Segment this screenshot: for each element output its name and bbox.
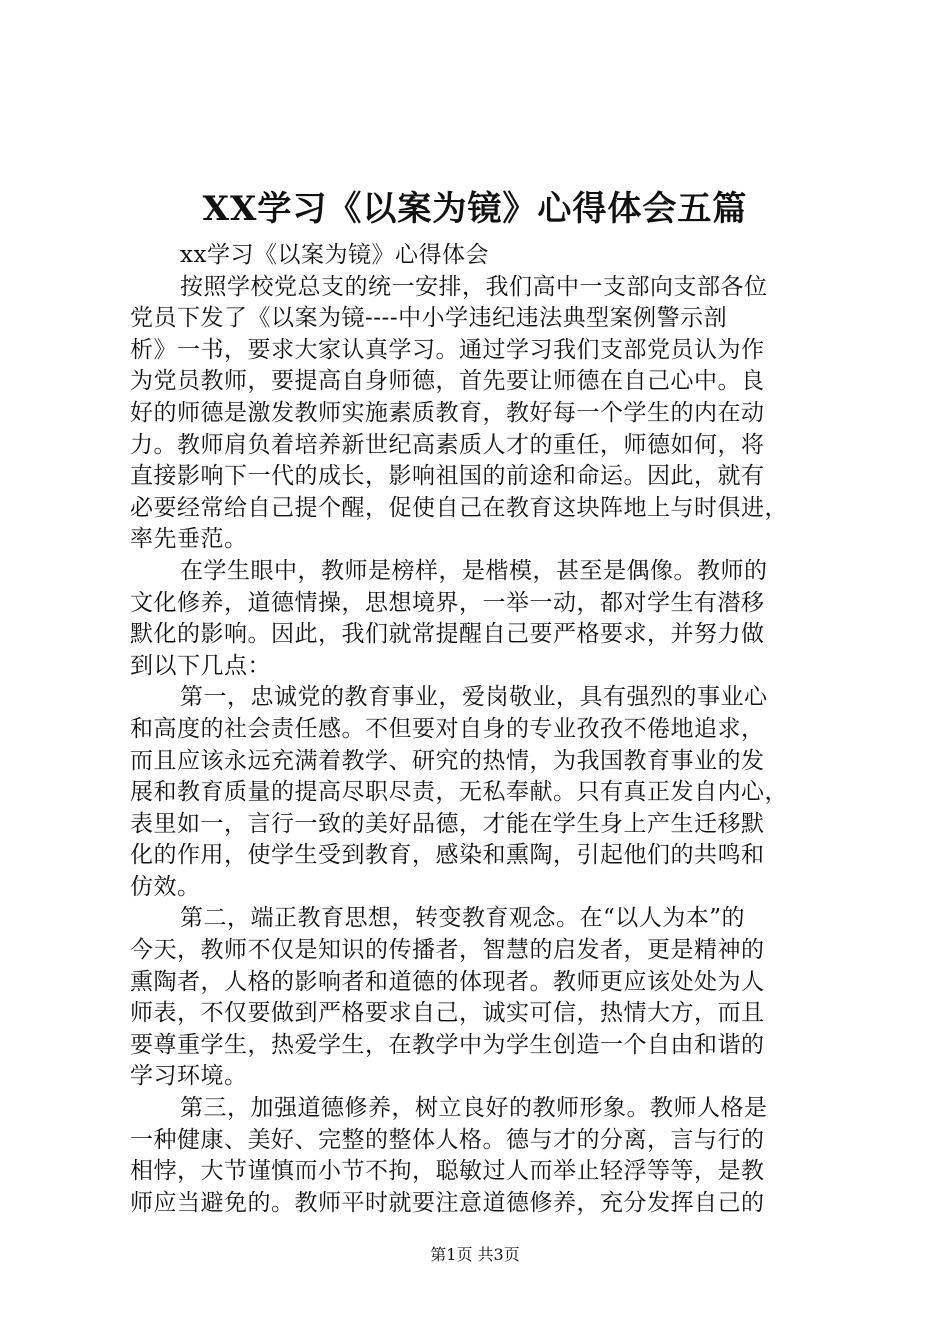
paragraph-line: 师应当避免的。教师平时就要注意道德修养，充分发挥自己的: [130, 1189, 765, 1216]
paragraph-line: 为党员教师，要提高自身师德，首先要让师德在自己心中。良: [130, 368, 765, 395]
paragraph-line: 一种健康、美好、完整的整体人格。德与才的分离，言与行的: [130, 1126, 765, 1153]
page-indicator: 第1页 共3页: [430, 1245, 520, 1264]
paragraph-line: 必要经常给自己提个醒，促使自己在教育这块阵地上与时俱进，: [130, 494, 788, 521]
paragraph-line: 仿效。: [130, 873, 201, 900]
paragraph-line: 默化的影响。因此，我们就常提醒自己要严格要求，并努力做: [130, 621, 765, 648]
paragraph-line: 在学生眼中，教师是榜样，是楷模，甚至是偶像。教师的: [180, 557, 768, 584]
paragraph-line: 化的作用，使学生受到教育，感染和熏陶，引起他们的共鸣和: [130, 842, 765, 869]
paragraph-line: 表里如一，言行一致的美好品德，才能在学生身上产生迁移默: [130, 810, 765, 837]
paragraph-line: 学习环境。: [130, 1063, 248, 1090]
paragraph-line: 文化修养，道德情操，思想境界，一举一动，都对学生有潜移: [130, 589, 765, 616]
page-footer: [0, 1244, 950, 1266]
paragraph-line: 展和教育质量的提高尽职尽责，无私奉献。只有真正发自内心，: [130, 779, 788, 806]
paragraph-line: 力。教师肩负着培养新世纪高素质人才的重任，师德如何，将: [130, 431, 765, 458]
paragraph-line: 第一，忠诚党的教育事业，爱岗敬业，具有强烈的事业心: [180, 684, 768, 711]
paragraph-line: 要尊重学生，热爱学生，在教学中为学生创造一个自由和谐的: [130, 1031, 765, 1058]
paragraph-line: 师表，不仅要做到严格要求自己，诚实可信，热情大方，而且: [130, 1000, 765, 1027]
paragraph-line: 第二，端正教育思想，转变教育观念。在“以人为本”的: [180, 905, 746, 932]
paragraph-line: 熏陶者，人格的影响者和道德的体现者。教师更应该处处为人: [130, 968, 765, 995]
paragraph-line: 析》一书，要求大家认真学习。通过学习我们支部党员认为作: [130, 336, 765, 363]
paragraph-line: 好的师德是激发教师实施素质教育，教好每一个学生的内在动: [130, 399, 765, 426]
document-title: XX学习《以案为镜》心得体会五篇: [202, 189, 748, 229]
paragraph-line: 率先垂范。: [130, 526, 248, 553]
paragraph-line: 按照学校党总支的统一安排，我们高中一支部向支部各位: [180, 273, 768, 300]
paragraph-line: 而且应该永远充满着教学、研究的热情，为我国教育事业的发: [130, 747, 765, 774]
paragraph-line: 第三，加强道德修养，树立良好的教师形象。教师人格是: [180, 1095, 768, 1122]
document-body: [130, 240, 830, 1219]
paragraph-line: 党员下发了《以案为镜----中小学违纪违法典型案例警示剖: [130, 305, 728, 332]
paragraph-line: 今天，教师不仅是知识的传播者，智慧的启发者，更是精神的: [130, 937, 765, 964]
paragraph-line: 和高度的社会责任感。不但要对自身的专业孜孜不倦地追求，: [130, 715, 765, 742]
subtitle-line: xx学习《以案为镜》心得体会: [180, 242, 489, 268]
paragraph-line: 相悖，大节谨慎而小节不拘，聪敏过人而举止轻浮等等，是教: [130, 1158, 765, 1185]
paragraph-line: 直接影响下一代的成长，影响祖国的前途和命运。因此，就有: [130, 463, 765, 490]
paragraph-line: 到以下几点：: [130, 652, 271, 679]
